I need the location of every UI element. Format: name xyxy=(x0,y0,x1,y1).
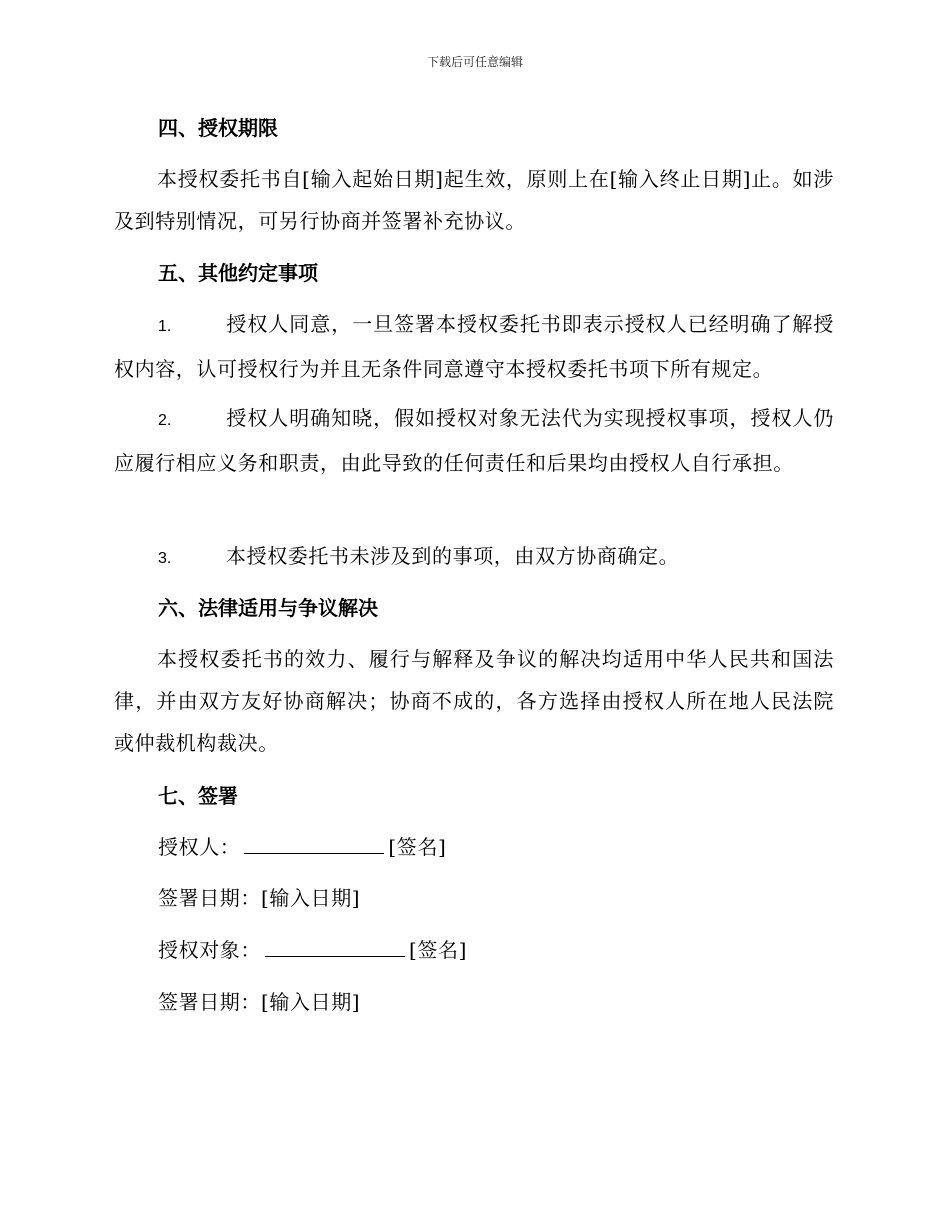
section-7-title: 七、签署 xyxy=(158,784,238,808)
section-4-body: 本授权委托书自[输入起始日期]起生效，原则上在[输入终止日期]止。如涉及到特别情况，可另行协商并签署补充协议。 xyxy=(114,167,834,233)
list-item-text: 授权人同意，一旦签署本授权委托书即表示授权人已经明确了解授权内容，认可授权行为并且无条件同意遵守本授权委托书项下所有规定。 xyxy=(114,312,834,381)
list-item-number: 3. xyxy=(158,550,172,567)
list-item-number: 1. xyxy=(158,318,172,335)
grantor-label: 授权人： xyxy=(158,835,241,859)
grantee-date-line xyxy=(158,988,360,1016)
grantee-date-placeholder: [输入日期] xyxy=(261,990,361,1014)
grantee-signature-blank xyxy=(265,936,405,957)
section-5-title: 五、其他约定事项 xyxy=(158,261,318,285)
section-6-title: 六、法律适用与争议解决 xyxy=(158,596,378,620)
grantor-date-label: 签署日期： xyxy=(158,886,261,910)
grantor-date-placeholder: [输入日期] xyxy=(261,886,361,910)
list-item-number: 2. xyxy=(158,412,172,429)
page-header: 下载后可任意编辑 xyxy=(426,55,523,69)
grantee-label: 授权对象： xyxy=(158,938,261,962)
grantee-date-label: 签署日期： xyxy=(158,990,261,1014)
list-item-text: 本授权委托书未涉及到的事项，由双方协商确定。 xyxy=(226,544,680,568)
grantee-signature-line xyxy=(158,936,467,964)
grantor-signature-line xyxy=(158,833,446,861)
section-4-title: 四、授权期限 xyxy=(158,116,278,140)
grantor-signature-blank xyxy=(244,833,384,854)
grantor-signature-placeholder: [签名] xyxy=(388,835,447,859)
section-6-body: 本授权委托书的效力、履行与解释及争议的解决均适用中华人民共和国法律，并由双方友好协商解决；协商不成的，各方选择由授权人所在地人民法院或仲裁机构裁决。 xyxy=(114,647,834,755)
grantor-date-line xyxy=(158,884,360,912)
list-item-text: 授权人明确知晓，假如授权对象无法代为实现授权事项，授权人仍应履行相应义务和职责，由此导致的任何责任和后果均由授权人自行承担。 xyxy=(114,406,834,475)
list-item xyxy=(114,397,834,484)
list-item xyxy=(114,303,834,390)
grantee-signature-placeholder: [签名] xyxy=(409,938,468,962)
list-item xyxy=(114,535,834,580)
